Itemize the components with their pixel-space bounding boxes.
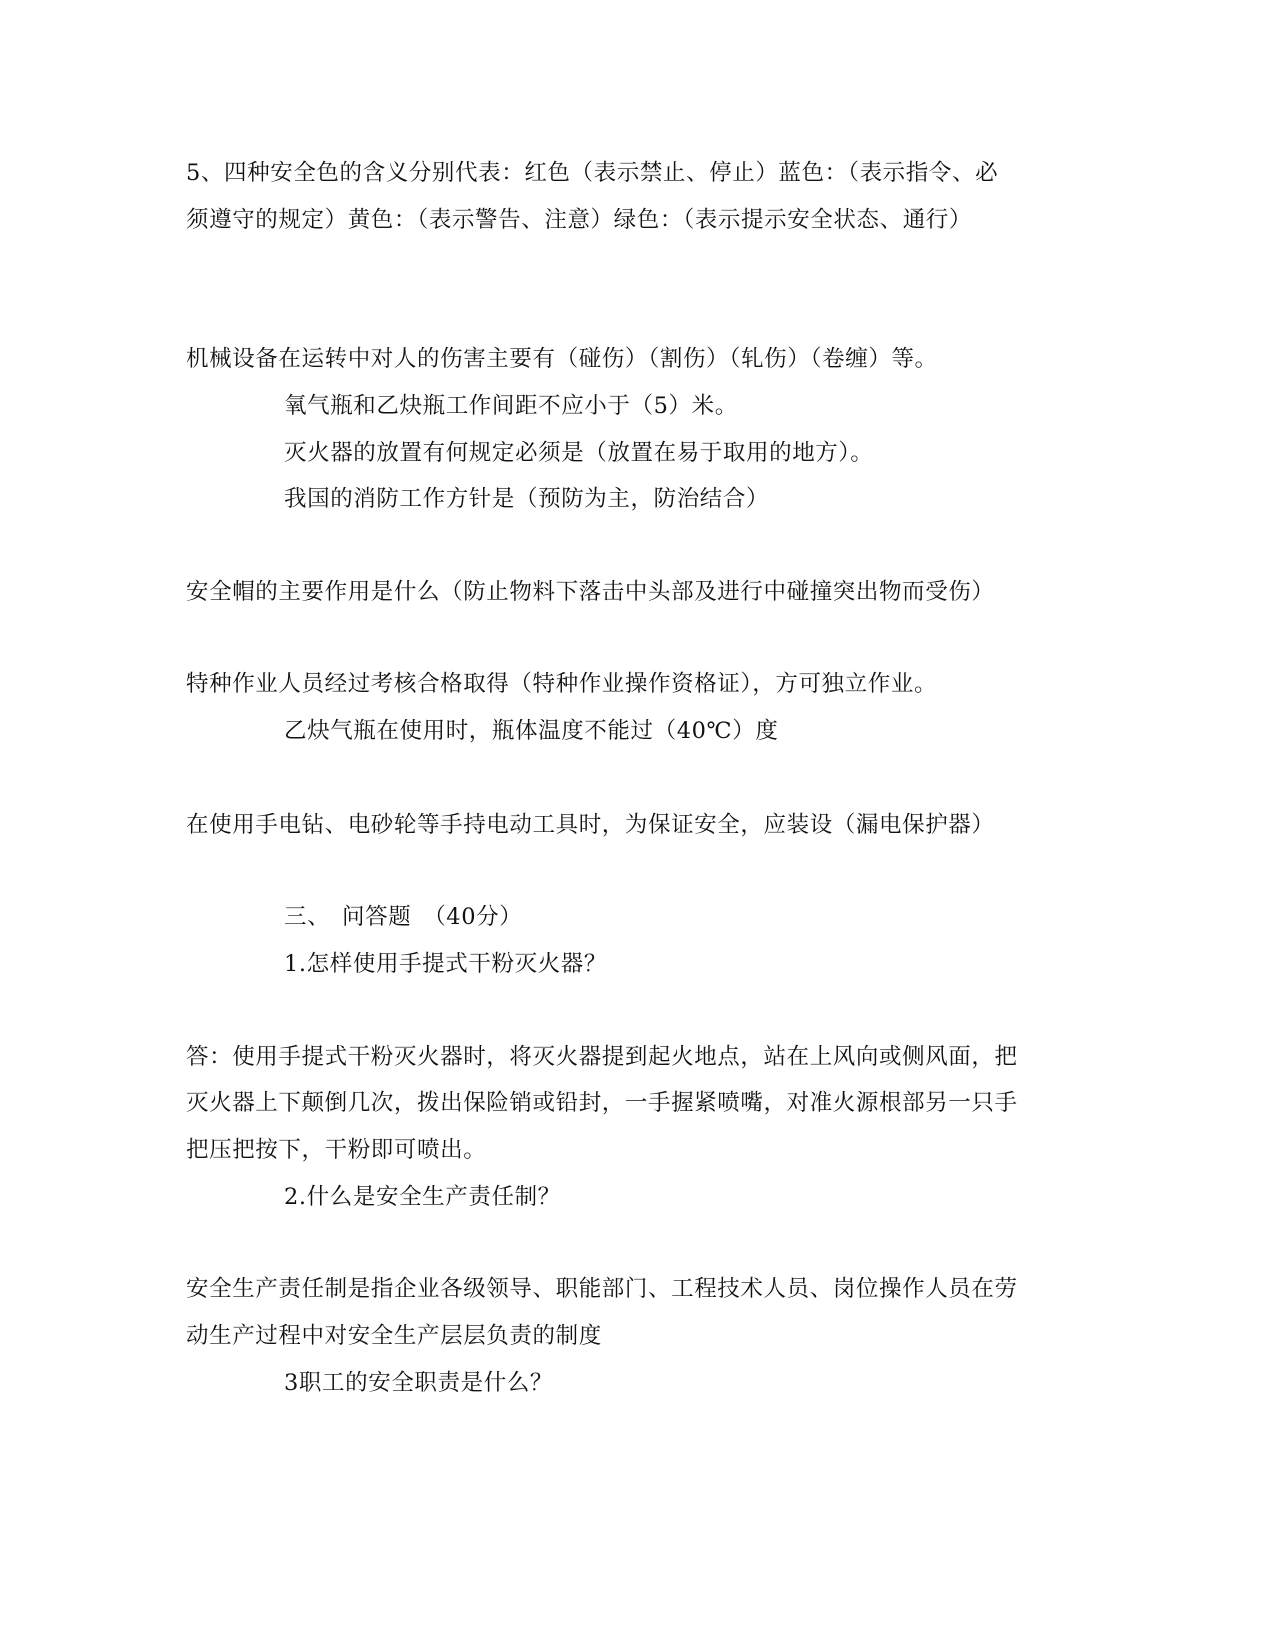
- extinguisher-placement-line: 灭火器的放置有何规定必须是（放置在易于取用的地方）。: [284, 440, 874, 466]
- answer-1-line-3: 把压把按下，干粉即可喷出。: [186, 1137, 487, 1163]
- helmet-purpose-line: 安全帽的主要作用是什么（防止物料下落击中头部及进行中碰撞突出物而受伤）: [186, 579, 995, 605]
- question-3: 3职工的安全职责是什么？: [284, 1370, 554, 1396]
- safety-colors-line-1: 5、四种安全色的含义分别代表：红色（表示禁止、停止）蓝色：（表示指令、必: [186, 160, 999, 186]
- machine-injury-line: 机械设备在运转中对人的伤害主要有（碰伤）（割伤）（轧伤）（卷缠）等。: [186, 346, 938, 372]
- question-1: 1.怎样使用手提式干粉灭火器？: [284, 951, 607, 977]
- answer-2-line-1: 安全生产责任制是指企业各级领导、职能部门、工程技术人员、岗位操作人员在劳: [186, 1276, 1018, 1302]
- question-2: 2.什么是安全生产责任制？: [284, 1184, 561, 1210]
- power-tools-line: 在使用手电钻、电砂轮等手持电动工具时，为保证安全，应装设（漏电保护器）: [186, 812, 995, 838]
- cylinder-distance-line: 氧气瓶和乙炔瓶工作间距不应小于（5）米。: [284, 393, 738, 419]
- answer-1-line-1: 答：使用手提式干粉灭火器时，将灭火器提到起火地点，站在上风向或侧风面，把: [186, 1044, 1018, 1070]
- fire-policy-line: 我国的消防工作方针是（预防为主，防治结合）: [284, 486, 770, 512]
- answer-1-line-2: 灭火器上下颠倒几次，拨出保险销或铅封，一手握紧喷嘴，对准火源根部另一只手: [186, 1090, 1018, 1116]
- acetylene-temperature-line: 乙炔气瓶在使用时，瓶体温度不能过（40℃）度: [284, 718, 779, 744]
- safety-colors-line-2: 须遵守的规定）黄色：（表示警告、注意）绿色：（表示提示安全状态、通行）: [186, 207, 973, 233]
- answer-2-line-2: 动生产过程中对安全生产层层负责的制度: [186, 1323, 602, 1349]
- special-operations-line: 特种作业人员经过考核合格取得（特种作业操作资格证），方可独立作业。: [186, 671, 938, 697]
- section-three-heading: 三、 问答题 （40分）: [284, 904, 523, 930]
